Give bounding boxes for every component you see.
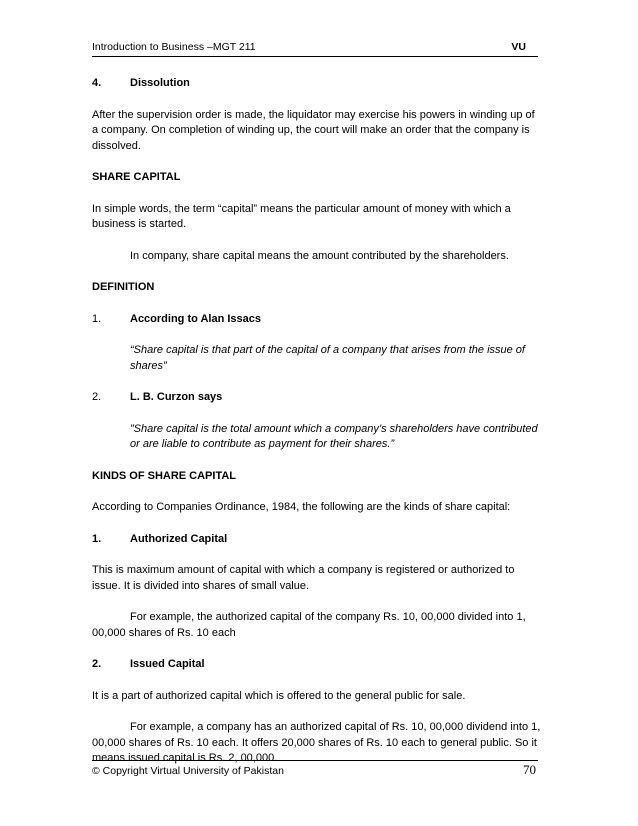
definition-item-2 xyxy=(92,390,542,406)
kinds-intro-paragraph: According to Companies Ordinance, 1984, the following are the kinds of share capital: xyxy=(92,501,511,513)
page-header xyxy=(92,40,538,57)
kind-title: Issued Capital xyxy=(130,658,205,670)
share-capital-heading: SHARE CAPITAL xyxy=(92,171,181,183)
section-title: Dissolution xyxy=(130,77,190,89)
definition-number: 1. xyxy=(92,312,102,325)
authorized-paragraph: This is maximum amount of capital with which a company is registered or authorized to issue. It is divided into shares of small value. xyxy=(92,564,515,592)
dissolution-paragraph: After the supervision order is made, the liquidator may exercise his powers in winding up of a company. On completion of winding up, the court will make an order that the company is dissolved. xyxy=(92,108,535,152)
issued-paragraph: It is a part of authorized capital which is offered to the general public for sale. xyxy=(92,689,466,702)
definition-number: 2. xyxy=(92,391,102,403)
kinds-heading: KINDS OF SHARE CAPITAL xyxy=(92,469,237,482)
definition-item-1 xyxy=(92,312,542,328)
definition-source: According to Alan Issacs xyxy=(130,312,262,325)
definition-source: L. B. Curzon says xyxy=(130,391,223,403)
kind-number: 2. xyxy=(92,658,102,670)
definition-quote: “Share capital is that part of the capital of a company that arises from the issue of shares” xyxy=(130,344,525,372)
section-heading-dissolution xyxy=(92,76,542,92)
page-number: 70 xyxy=(523,762,536,777)
page-footer xyxy=(92,760,538,778)
definition-heading: DEFINITION xyxy=(92,281,155,293)
copyright-notice: © Copyright Virtual University of Pakistan xyxy=(92,765,284,777)
definition-quote: ”Share capital is the total amount which a company’s shareholders have contributed or are liable to contribute as payment for their shares.” xyxy=(130,422,538,450)
kind-title: Authorized Capital xyxy=(130,532,228,545)
kind-number: 1. xyxy=(92,532,102,545)
kind-heading-issued xyxy=(92,657,542,673)
page-content xyxy=(92,76,542,783)
issued-example: For example, a company has an authorized capital of Rs. 10, 00,000 dividend into 1, 00,000 shares of Rs. 10 each. It offers 20,000 shares of Rs. 10 each to general public. So it means issued capital is Rs. 2, 00,000. xyxy=(92,721,541,764)
share-capital-company-paragraph: In company, share capital means the amount contributed by the shareholders. xyxy=(130,249,509,262)
kind-heading-authorized xyxy=(92,532,542,548)
authorized-example: For example, the authorized capital of the company Rs. 10, 00,000 divided into 1, 00,000 shares of Rs. 10 each xyxy=(92,611,526,639)
course-title: Introduction to Business –MGT 211 xyxy=(92,41,256,53)
section-number: 4. xyxy=(92,77,102,89)
org-label: VU xyxy=(511,41,526,53)
share-capital-paragraph: In simple words, the term “capital” means the particular amount of money with which a business is started. xyxy=(92,202,511,230)
